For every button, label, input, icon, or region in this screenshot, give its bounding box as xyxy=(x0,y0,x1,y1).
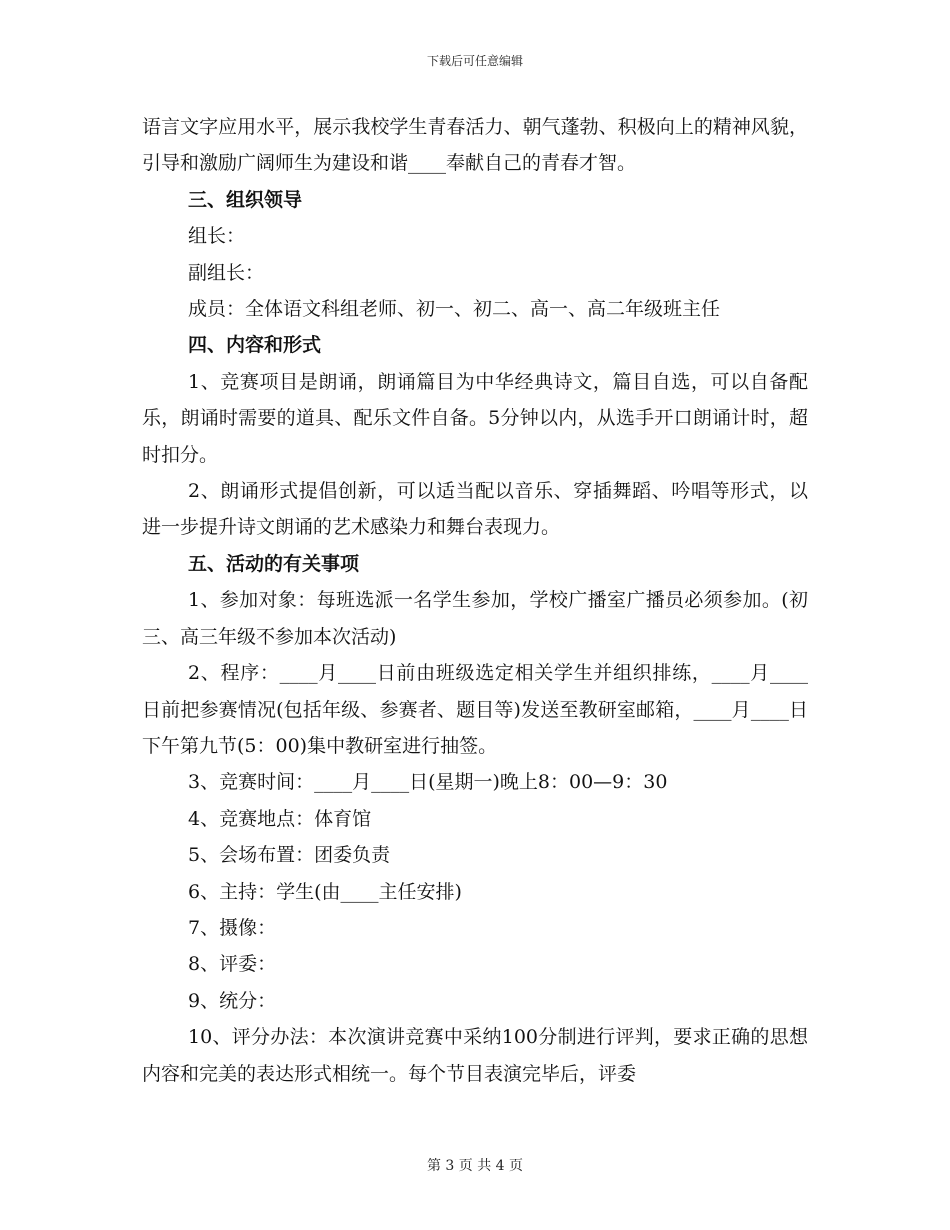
page-footer: 第 3 页 共 4 页 xyxy=(426,1158,524,1174)
paragraph: 成员：全体语文科组老师、初一、初二、高一、高二年级班主任 xyxy=(188,298,721,321)
paragraph: 1、竞赛项目是朗诵，朗诵篇目为中华经典诗文，篇目自选，可以自备配乐，朗诵时需要的道具、配乐文件自备。5分钟以内，从选手开口朗诵计时，超时扣分。 xyxy=(142,370,808,466)
paragraph: 语言文字应用水平，展示我校学生青春活力、朝气蓬勃、积极向上的精神风貌，引导和激励广阔师生为建设和谐____奉献自己的青春才智。 xyxy=(142,116,808,175)
paragraph: 副组长： xyxy=(188,261,265,284)
paragraph: 2、程序：____月____日前由班级选定相关学生并组织排练，____月____日前把参赛情况(包括年级、参赛者、题目等)发送至教研室邮箱，____月____日下午第九节(5：00)集中教研室进行抽签。 xyxy=(142,662,808,757)
paragraph: 5、会场布置：团委负责 xyxy=(188,844,391,867)
document-body xyxy=(142,109,808,1092)
paragraph: 8、评委： xyxy=(188,953,277,976)
section-heading: 三、组织领导 xyxy=(188,188,303,211)
paragraph: 2、朗诵形式提倡创新，可以适当配以音乐、穿插舞蹈、吟唱等形式，以进一步提升诗文朗诵的艺术感染力和舞台表现力。 xyxy=(142,480,808,539)
paragraph: 4、竞赛地点：体育馆 xyxy=(188,807,372,830)
paragraph: 1、参加对象：每班选派一名学生参加，学校广播室广播员必须参加。(初三、高三年级不参加本次活动) xyxy=(142,589,808,648)
paragraph: 7、摄像： xyxy=(188,916,277,939)
paragraph: 10、评分办法：本次演讲竞赛中采纳100分制进行评判，要求正确的思想内容和完美的表达形式相统一。每个节目表演完毕后，评委 xyxy=(142,1026,808,1085)
section-heading: 五、活动的有关事项 xyxy=(188,552,360,575)
paragraph: 组长： xyxy=(188,225,246,248)
paragraph: 9、统分： xyxy=(188,989,277,1012)
section-heading: 四、内容和形式 xyxy=(188,334,322,357)
page-header: 下载后可任意编辑 xyxy=(426,54,523,68)
paragraph: 3、竞赛时间：____月____日(星期一)晚上8：00—9：30 xyxy=(188,771,668,794)
paragraph: 6、主持：学生(由____主任安排) xyxy=(188,880,462,903)
